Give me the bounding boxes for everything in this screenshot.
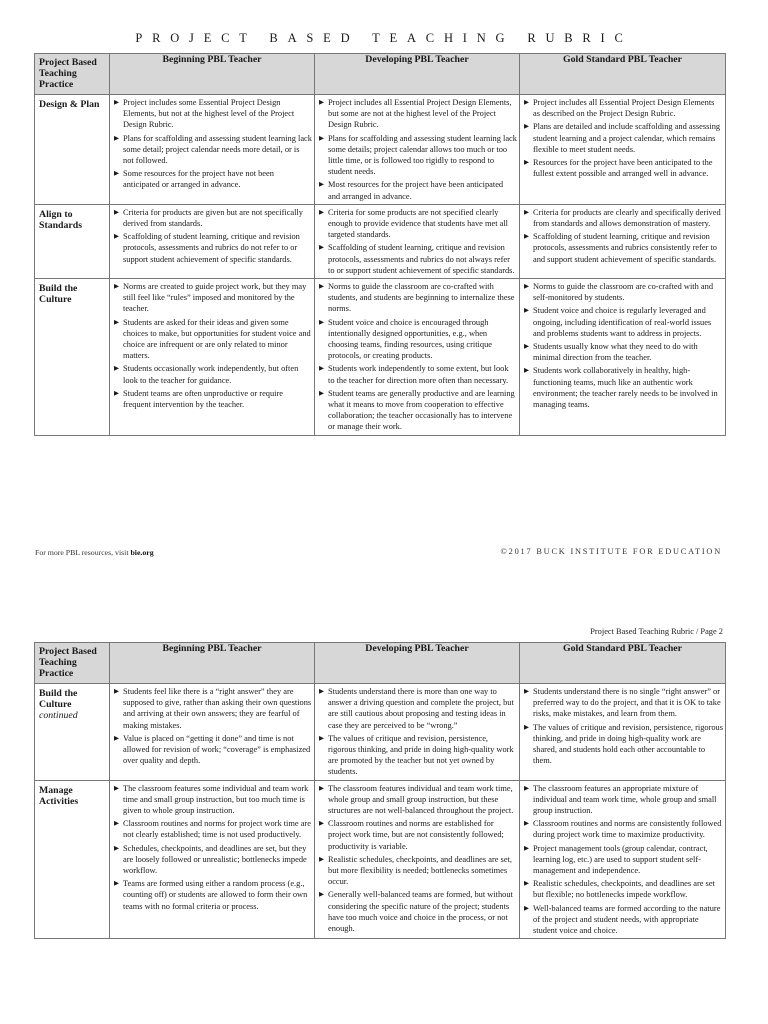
criterion-item: ▶ Classroom routines and norms are established for project work time, but are not consistently followed; productivity is variable. — [319, 818, 517, 852]
criterion-item: ▶ Resources for the project have been anticipated to the fullest extent possible and arranged well in advance. — [524, 157, 723, 179]
gold-cell — [520, 684, 726, 781]
header-developing: Developing PBL Teacher — [315, 54, 520, 95]
criteria-list — [114, 97, 312, 191]
practice-name: Align to Standards — [39, 208, 83, 231]
criterion-item: ▶ Most resources for the project have been anticipated and arranged in advance. — [319, 179, 517, 201]
criterion-item: ▶ Schedules, checkpoints, and deadlines are set, but they are loosely followed or unrealistic; bottlenecks impede workflow. — [114, 843, 312, 877]
criteria-list — [319, 783, 517, 935]
criteria-list — [114, 207, 312, 265]
criterion-item: ▶ Criteria for products are given but are not specifically derived from standards. — [114, 207, 312, 229]
criterion-item: ▶ Project includes all Essential Project Design Elements, but some are not at the highest level of the Project Design Rubric. — [319, 97, 517, 131]
criterion-item: ▶ Value is placed on “getting it done” and time is not allowed for revision of work; “coverage” is emphasized over quality and depth. — [114, 733, 312, 767]
header-practice: Project Based Teaching Practice — [35, 54, 110, 95]
practice-label — [35, 279, 110, 436]
beginning-cell — [110, 204, 315, 278]
criteria-list — [319, 281, 517, 433]
document-title: PROJECT BASED TEACHING RUBRIC — [135, 31, 633, 45]
rubric-row — [35, 95, 726, 205]
criterion-item: ▶ Classroom routines and norms for project work time are not clearly established; time is not used productively. — [114, 818, 312, 840]
header-practice: Project Based Teaching Practice — [35, 643, 110, 684]
criteria-list — [524, 207, 723, 265]
criterion-item: ▶ Student teams are often unproductive or require frequent intervention by the teacher. — [114, 388, 312, 410]
criterion-item: ▶ Criteria for some products are not specified clearly enough to provide evidence that students have met all targeted standards. — [319, 207, 517, 241]
beginning-cell — [110, 95, 315, 205]
criterion-item: ▶ Project management tools (group calendar, contract, learning log, etc.) are used to support student self-management and independence. — [524, 843, 723, 877]
criterion-item: ▶ Students work independently to some extent, but look to the teacher for direction more often than necessary. — [319, 363, 517, 385]
criterion-item: ▶ Plans for scaffolding and assessing student learning lack some details; project calendar allows too much or too little time, or is followed too rigidly to respond to student needs. — [319, 133, 517, 178]
criterion-item: ▶ Student teams are generally productive and are learning what it means to move from cooperation to effective collaboration; the teacher occasionally has to intervene or manage their work. — [319, 388, 517, 433]
practice-name: Manage Activities — [39, 784, 79, 807]
criteria-list — [524, 783, 723, 937]
criterion-item: ▶ Students work collaboratively in healthy, high-functioning teams, much like an authentic work environment; the teacher rarely needs to be involved in managing teams. — [524, 365, 723, 410]
rubric-body-page-1 — [35, 95, 726, 436]
practice-label — [35, 684, 110, 781]
criterion-item: ▶ Classroom routines and norms are consistently followed during project work time to maximize productivity. — [524, 818, 723, 840]
footer-copyright: ©2017 BUCK INSTITUTE FOR EDUCATION — [500, 547, 722, 556]
criterion-item: ▶ The classroom features individual and team work time, whole group and small group instruction, but these structures are not well-balanced throughout the project. — [319, 783, 517, 817]
criterion-item: ▶ Project includes all Essential Project Design Elements as described on the Project Design Rubric. — [524, 97, 723, 119]
developing-cell — [315, 279, 520, 436]
criteria-list — [114, 686, 312, 766]
rubric-row — [35, 780, 726, 939]
criteria-list — [524, 281, 723, 410]
criterion-item: ▶ Student voice and choice is regularly leveraged and ongoing, including identification of real-world issues and problems students want to address in projects. — [524, 305, 723, 339]
criterion-item: ▶ Norms are created to guide project work, but they may still feel like “rules” imposed and monitored by the teacher. — [114, 281, 312, 315]
footer-resources-text: For more PBL resources, visit — [35, 548, 131, 557]
rubric-table-page-2 — [34, 642, 726, 939]
criterion-item: ▶ Student voice and choice is encouraged through intentionally designed opportunities, e.g., when choosing teams, finding resources, using critique protocols, or creating products. — [319, 317, 517, 362]
criterion-item: ▶ Well-balanced teams are formed according to the nature of the project and student needs, with appropriate student voice and choice. — [524, 903, 723, 937]
criteria-list — [319, 97, 517, 202]
criterion-item: ▶ Plans for scaffolding and assessing student learning lack some detail; project calendar needs more detail, or is not followed. — [114, 133, 312, 167]
criterion-item: ▶ The values of critique and revision, persistence, rigorous thinking, and pride in doing high-quality work are promoted by the teacher but not yet owned by students. — [319, 733, 517, 778]
page-2-label: Project Based Teaching Rubric / Page 2 — [590, 627, 723, 636]
practice-label — [35, 204, 110, 278]
criterion-item: ▶ Some resources for the project have not been anticipated or arranged in advance. — [114, 168, 312, 190]
rubric-row — [35, 279, 726, 436]
criterion-item: ▶ Generally well-balanced teams are formed, but without considering the specific nature of the project; students have too much voice and choice in the process, or not enough. — [319, 889, 517, 934]
criterion-item: ▶ Norms to guide the classroom are co-crafted with and self-monitored by students. — [524, 281, 723, 303]
criterion-item: ▶ Project includes some Essential Project Design Elements, but not at the highest level of the Project Design Rubric. — [114, 97, 312, 131]
developing-cell — [315, 204, 520, 278]
footer-resources — [35, 548, 154, 557]
footer-link-bie[interactable]: bie.org — [130, 548, 154, 557]
gold-cell — [520, 95, 726, 205]
criteria-list — [114, 783, 312, 912]
rubric-body-page-2 — [35, 684, 726, 939]
criterion-item: ▶ The classroom features an appropriate mixture of individual and team work time, whole group and small group instruction. — [524, 783, 723, 817]
criteria-list — [524, 686, 723, 766]
gold-cell — [520, 204, 726, 278]
criterion-item: ▶ The values of critique and revision, persistence, rigorous thinking, and pride in doing high-quality work are shared, and students hold each other accountable to them. — [524, 722, 723, 767]
criteria-list — [524, 97, 723, 179]
criterion-item: ▶ Realistic schedules, checkpoints, and deadlines are set but flexible; no bottlenecks impede workflow. — [524, 878, 723, 900]
header-developing: Developing PBL Teacher — [315, 643, 520, 684]
developing-cell — [315, 780, 520, 939]
criteria-list — [319, 207, 517, 276]
practice-label — [35, 780, 110, 939]
gold-cell — [520, 279, 726, 436]
practice-name: Build the Culture — [39, 688, 78, 710]
header-beginning: Beginning PBL Teacher — [110, 54, 315, 95]
developing-cell — [315, 684, 520, 781]
criteria-list — [114, 281, 312, 410]
practice-label — [35, 95, 110, 205]
beginning-cell — [110, 684, 315, 781]
continued-note: continued — [39, 710, 78, 721]
criterion-item: ▶ Students feel like there is a “right answer” they are supposed to give, rather than asking their own questions and arriving at their own answers; they are fearful of making mistakes. — [114, 686, 312, 731]
criteria-list — [319, 686, 517, 778]
header-gold-standard: Gold Standard PBL Teacher — [520, 54, 726, 95]
practice-name: Build the Culture — [39, 283, 78, 306]
criterion-item: ▶ Students understand there is more than one way to answer a driving question and complete the project, but are still cautious about proposing and testing ideas in case they are perceived to be “wrong.” — [319, 686, 517, 731]
criterion-item: ▶ Students occasionally work independently, but often look to the teacher for guidance. — [114, 363, 312, 385]
practice-name: Design & Plan — [39, 99, 100, 110]
criterion-item: ▶ Scaffolding of student learning, critique and revision protocols, assessments and rubrics do not always refer to or support student achievement of specific standards. — [319, 242, 517, 276]
criterion-item: ▶ Scaffolding of student learning, critique and revision protocols, assessments and rubrics consistently refer to and support student achievement of specific standards. — [524, 231, 723, 265]
criterion-item: ▶ Scaffolding of student learning, critique and revision protocols, assessments and rubrics do not refer to or support student achievement of specific standards. — [114, 231, 312, 265]
criterion-item: ▶ Teams are formed using either a random process (e.g., counting off) or students are allowed to form their own teams with no formal criteria or process. — [114, 878, 312, 912]
rubric-row — [35, 204, 726, 278]
criterion-item: ▶ Norms to guide the classroom are co-crafted with students, and students are beginning to internalize these norms. — [319, 281, 517, 315]
beginning-cell — [110, 780, 315, 939]
criterion-item: ▶ Students usually know what they need to do with minimal direction from the teacher. — [524, 341, 723, 363]
criterion-item: ▶ Realistic schedules, checkpoints, and deadlines are set, but more flexibility is needed; bottlenecks sometimes occur. — [319, 854, 517, 888]
criterion-item: ▶ Students understand there is no single “right answer” or preferred way to do the project, and that it is OK to take risks, make mistakes, and learn from them. — [524, 686, 723, 720]
rubric-row — [35, 684, 726, 781]
rubric-table-page-1 — [34, 53, 726, 436]
criterion-item: ▶ Plans are detailed and include scaffolding and assessing student learning and a project calendar, which remains flexible to meet student needs. — [524, 121, 723, 155]
developing-cell — [315, 95, 520, 205]
criterion-item: ▶ Students are asked for their ideas and given some choices to make, but opportunities for student voice and choice are infrequent or are only related to minor matters. — [114, 317, 312, 362]
header-gold-standard: Gold Standard PBL Teacher — [520, 643, 726, 684]
beginning-cell — [110, 279, 315, 436]
header-beginning: Beginning PBL Teacher — [110, 643, 315, 684]
criterion-item: ▶ The classroom features some individual and team work time and small group instruction, but too much time is given to whole group instruction. — [114, 783, 312, 817]
criterion-item: ▶ Criteria for products are clearly and specifically derived from standards and allows demonstration of mastery. — [524, 207, 723, 229]
gold-cell — [520, 780, 726, 939]
